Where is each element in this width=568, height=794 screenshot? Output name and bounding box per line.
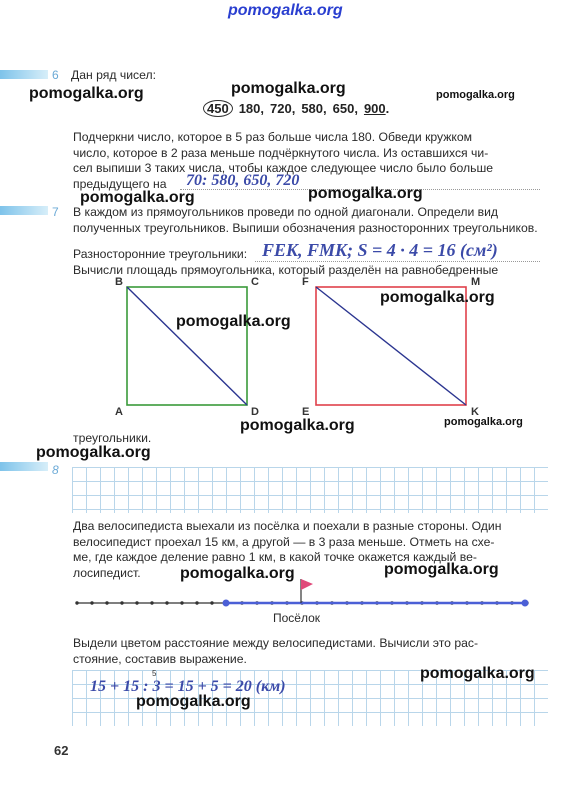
- task8-number: 8: [52, 463, 59, 477]
- village-flag-icon: [301, 579, 313, 590]
- number-item: 580,: [301, 100, 327, 116]
- watermark: pomogalka.org: [136, 693, 251, 710]
- watermark: pomogalka.org: [80, 189, 195, 206]
- task7-area-question-end: треугольники.: [73, 431, 152, 445]
- axis-tick: [210, 601, 213, 604]
- number-dot: .: [385, 100, 390, 116]
- text-line: стояние, составив выражение.: [73, 651, 247, 666]
- watermark: pomogalka.org: [231, 80, 346, 97]
- watermark: pomogalka.org: [176, 313, 291, 330]
- task7-scalene-label: Разносторонние треугольники:: [73, 247, 248, 261]
- axis-tick: [195, 601, 198, 604]
- task7-area-question: Вычисли площадь прямоугольника, который разделён на равнобедренные: [73, 263, 499, 277]
- task7-answer: FEK, FMK; S = 4 · 4 = 16 (см²): [262, 240, 498, 260]
- task8-accent-bar: [0, 462, 48, 471]
- task6-intro: Дан ряд чисел:: [71, 68, 157, 82]
- text-line: полученных треугольников. Выпиши обозначения разносторонних треугольников.: [73, 220, 538, 235]
- text-line: число, которое в 2 раза меньше подчёркнутого числа. Из оставшихся чи-: [73, 145, 489, 160]
- watermark: pomogalka.org: [436, 89, 515, 101]
- vertex-label-f: F: [302, 276, 309, 288]
- number-circled: 450: [203, 100, 233, 117]
- diagonal-bd: [127, 287, 247, 405]
- text-line: Подчеркни число, которое в 5 раз больше числа 180. Обведи кружком: [73, 130, 473, 144]
- vertex-label-c: C: [251, 276, 259, 288]
- task8-answer-mark: 5: [152, 669, 157, 678]
- axis-tick: [120, 601, 123, 604]
- village-label: Посёлок: [273, 611, 321, 625]
- page-number: 62: [54, 743, 69, 758]
- text-line: ме, где каждое деление равно 1 км, в какой точке окажется каждый ве-: [73, 550, 477, 564]
- watermark: pomogalka.org: [444, 416, 523, 428]
- watermark: pomogalka.org: [29, 85, 144, 102]
- text-line: предыдущего на: [73, 176, 167, 191]
- number-underlined: 900: [363, 100, 386, 116]
- vertex-label-e: E: [302, 406, 310, 418]
- axis-tick: [90, 601, 93, 604]
- axis-tick: [105, 601, 108, 604]
- axis-tick: [150, 601, 153, 604]
- number-item: 720,: [270, 100, 296, 116]
- vertex-label-d: D: [251, 406, 259, 418]
- task7-number: 7: [52, 205, 59, 219]
- task8-question: [73, 636, 548, 667]
- axis-tick: [165, 601, 168, 604]
- watermark: pomogalka.org: [36, 444, 151, 461]
- watermark: pomogalka.org: [308, 185, 423, 202]
- axis-tick: [75, 601, 78, 604]
- vertex-label-m: M: [471, 276, 481, 288]
- cyclist-point-left: [223, 600, 230, 607]
- cyclist-point-right: [522, 600, 529, 607]
- watermark: pomogalka.org: [420, 665, 535, 682]
- vertex-label-a: A: [115, 406, 123, 418]
- text-line: лосипедист.: [73, 565, 141, 580]
- axis-tick: [180, 601, 183, 604]
- task8-grid-top: [72, 467, 548, 513]
- axis-tick: [135, 601, 138, 604]
- number-item: 650,: [332, 100, 358, 116]
- task8-answer: 15 + 15 : 3 = 15 + 5 = 20 (км): [90, 678, 286, 695]
- text-line: В каждом из прямоугольников проведи по одной диагонали. Определи вид: [73, 205, 499, 219]
- vertex-label-b: B: [115, 276, 123, 288]
- text-line: Выдели цветом расстояние между велосипедистами. Вычисли это рас-: [73, 636, 479, 650]
- watermark: pomogalka.org: [380, 289, 495, 306]
- watermark-top: pomogalka.org: [228, 2, 343, 19]
- watermark: pomogalka.org: [384, 561, 499, 578]
- watermark: pomogalka.org: [180, 565, 295, 582]
- number-item: 180,: [238, 100, 265, 116]
- task6-answer: 70: 580, 650, 720: [186, 172, 300, 189]
- text-line: Два велосипедиста выехали из посёлка и поехали в разные стороны. Один: [73, 519, 502, 533]
- watermark: pomogalka.org: [240, 417, 355, 434]
- text-line: сел выпиши 3 таких числа, чтобы каждое следующее число было больше: [73, 161, 493, 175]
- text-line: велосипедист проехал 15 км, а другой — в 3 раза меньше. Отметь на схе-: [73, 534, 495, 549]
- vertex-label-k: K: [471, 406, 479, 418]
- task6-number: 6: [52, 68, 59, 82]
